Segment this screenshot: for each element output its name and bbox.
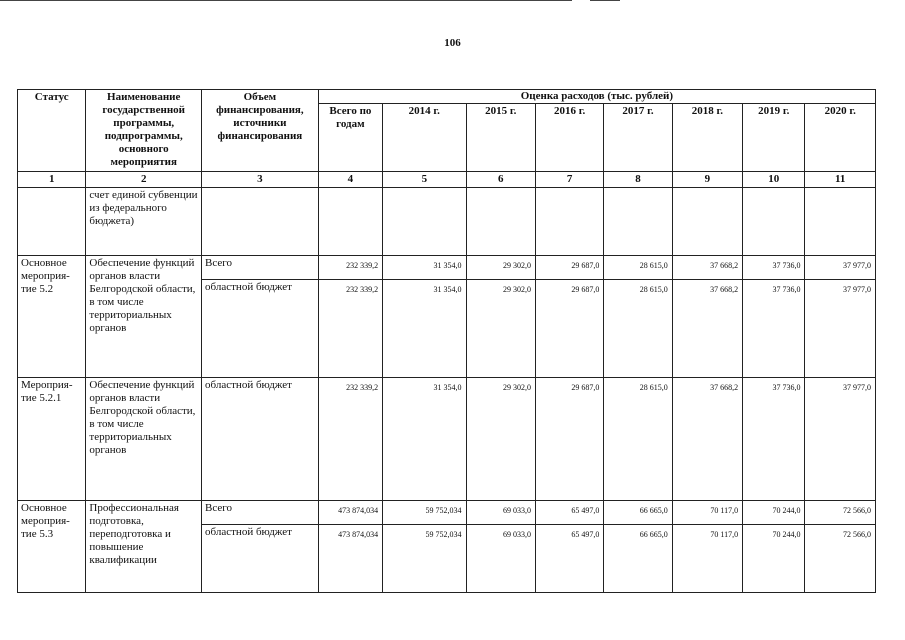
column-number: 11	[805, 172, 876, 188]
header-year: 2015 г.	[466, 104, 535, 172]
header-volume: Объем финансирования, источники финансирования	[202, 90, 319, 172]
header-total: Всего по годам	[318, 104, 382, 172]
value-cell: 31 354,0	[383, 280, 466, 378]
table-row	[18, 256, 876, 280]
value-cell: 72 566,0	[805, 501, 876, 525]
value-cell	[672, 188, 742, 256]
value-cell	[318, 188, 382, 256]
value-cell: 29 687,0	[535, 280, 603, 378]
value-cell: 29 302,0	[466, 378, 535, 501]
table-row	[18, 501, 876, 525]
value-cell: 29 687,0	[535, 256, 603, 280]
source-cell: областной бюджет	[202, 280, 319, 378]
column-number: 7	[535, 172, 603, 188]
value-cell: 232 339,2	[318, 378, 382, 501]
value-cell: 69 033,0	[466, 501, 535, 525]
header-year: 2014 г.	[383, 104, 466, 172]
header-year: 2018 г.	[672, 104, 742, 172]
source-cell: Всего	[202, 501, 319, 525]
table-row	[18, 378, 876, 501]
column-number: 10	[743, 172, 805, 188]
value-cell: 232 339,2	[318, 280, 382, 378]
source-cell	[202, 188, 319, 256]
scan-edge-line	[590, 0, 620, 1]
column-number: 2	[86, 172, 202, 188]
value-cell: 232 339,2	[318, 256, 382, 280]
value-cell	[466, 188, 535, 256]
value-cell: 69 033,0	[466, 525, 535, 593]
value-cell: 66 665,0	[604, 525, 672, 593]
column-number: 4	[318, 172, 382, 188]
source-cell: областной бюджет	[202, 378, 319, 501]
column-number: 3	[202, 172, 319, 188]
value-cell: 37 977,0	[805, 256, 876, 280]
name-cell: Обеспечение функций органов власти Белгородской области, в том числе территориальных органов	[86, 378, 202, 501]
value-cell: 66 665,0	[604, 501, 672, 525]
name-cell: Профессиональная подготовка, переподготовка и повышение квалификации	[86, 501, 202, 593]
column-number: 1	[18, 172, 86, 188]
value-cell: 28 615,0	[604, 280, 672, 378]
value-cell	[743, 188, 805, 256]
value-cell: 59 752,034	[383, 525, 466, 593]
source-cell: Всего	[202, 256, 319, 280]
value-cell: 473 874,034	[318, 501, 382, 525]
column-number: 8	[604, 172, 672, 188]
value-cell: 37 668,2	[672, 280, 742, 378]
value-cell	[805, 188, 876, 256]
status-cell	[18, 188, 86, 256]
header-year: 2019 г.	[743, 104, 805, 172]
header-status: Статус	[18, 90, 86, 172]
value-cell: 31 354,0	[383, 256, 466, 280]
value-cell: 29 302,0	[466, 280, 535, 378]
header-expenses: Оценка расходов (тыс. рублей)	[318, 90, 875, 104]
value-cell: 37 736,0	[743, 280, 805, 378]
value-cell: 37 977,0	[805, 378, 876, 501]
scan-edge-line	[0, 0, 572, 1]
header-name: Наименование государственной программы, подпрограммы, основного мероприятия	[86, 90, 202, 172]
header-year: 2020 г.	[805, 104, 876, 172]
header-year: 2017 г.	[604, 104, 672, 172]
column-number-row	[18, 172, 876, 188]
value-cell: 37 668,2	[672, 256, 742, 280]
value-cell: 65 497,0	[535, 525, 603, 593]
budget-table	[17, 89, 876, 593]
name-cell: счет единой субвенции из федерального бюджета)	[86, 188, 202, 256]
value-cell: 37 736,0	[743, 378, 805, 501]
header-year: 2016 г.	[535, 104, 603, 172]
column-number: 9	[672, 172, 742, 188]
table-row	[18, 188, 876, 256]
name-cell: Обеспечение функций органов власти Белгородской области, в том числе территориальных органов	[86, 256, 202, 378]
value-cell: 473 874,034	[318, 525, 382, 593]
value-cell: 65 497,0	[535, 501, 603, 525]
status-cell: Мероприя- тие 5.2.1	[18, 378, 86, 501]
value-cell: 70 117,0	[672, 525, 742, 593]
value-cell: 59 752,034	[383, 501, 466, 525]
value-cell: 28 615,0	[604, 256, 672, 280]
page-number: 106	[444, 37, 461, 49]
value-cell: 72 566,0	[805, 525, 876, 593]
column-number: 5	[383, 172, 466, 188]
value-cell	[535, 188, 603, 256]
value-cell: 70 244,0	[743, 501, 805, 525]
value-cell: 37 668,2	[672, 378, 742, 501]
value-cell: 28 615,0	[604, 378, 672, 501]
value-cell: 70 117,0	[672, 501, 742, 525]
value-cell	[604, 188, 672, 256]
value-cell: 70 244,0	[743, 525, 805, 593]
column-number: 6	[466, 172, 535, 188]
value-cell: 37 736,0	[743, 256, 805, 280]
value-cell: 37 977,0	[805, 280, 876, 378]
status-cell: Основное мероприя- тие 5.2	[18, 256, 86, 378]
value-cell	[383, 188, 466, 256]
value-cell: 31 354,0	[383, 378, 466, 501]
status-cell: Основное мероприя- тие 5.3	[18, 501, 86, 593]
source-cell: областной бюджет	[202, 525, 319, 593]
value-cell: 29 687,0	[535, 378, 603, 501]
value-cell: 29 302,0	[466, 256, 535, 280]
